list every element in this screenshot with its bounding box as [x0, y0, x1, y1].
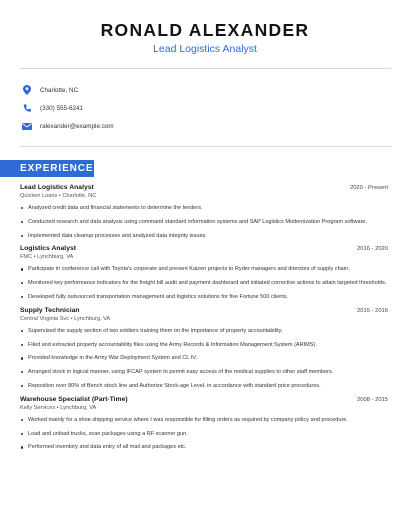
job-bullet: Arranged stock in logical manner, using IFCAP system to permit easy access of the medical supplies to other staff members. — [20, 368, 388, 376]
contact-location-text: Charlotte, NC — [40, 86, 79, 94]
job-entry — [20, 307, 388, 390]
job-bullet: Filed and extracted property accountability files using the Army Records & Information Management System (ARIMS). — [20, 341, 388, 349]
candidate-title: Lead Logistics Analyst — [153, 43, 257, 55]
job-entry — [20, 184, 388, 240]
experience-section-title: EXPERIENCE — [0, 160, 94, 177]
contact-location — [22, 81, 410, 99]
job-bullet: Participate in conference call with Toyota's corporate and present Kaizen projects to Ryder managers and directors of supply chain. — [20, 265, 388, 273]
job-bullets — [20, 204, 388, 240]
job-bullet: Reposition over 80% of Bench stock line and Authorize Stock-age Level, in accordance with standard price procedures. — [20, 382, 388, 390]
email-icon — [22, 121, 32, 131]
location-pin-icon — [22, 85, 32, 95]
job-bullet: Worked mainly for a shoe shipping service where I was responsible for filling orders as required by company policy and procedure. — [20, 416, 388, 424]
job-entry — [20, 245, 388, 301]
job-bullet: Performed inventory and data entry of all mail and packages etc. — [20, 443, 388, 451]
contact-divider — [19, 146, 391, 147]
job-title: Supply Technician — [20, 306, 80, 314]
job-company: Kelly Services • Lynchburg, VA — [20, 404, 97, 411]
resume-header — [0, 0, 410, 56]
job-bullet: Conducted research and data analysis using command standard information systems and SAP Logistics Modernization Program software. — [20, 218, 388, 226]
job-company: Quicken Loans • Charlotte, NC — [20, 193, 97, 199]
job-bullets — [20, 416, 388, 452]
job-title: Logistics Analyst — [20, 245, 77, 253]
job-dates: 2020 - Present — [349, 185, 388, 191]
job-bullets — [20, 265, 388, 301]
contact-email — [22, 117, 410, 135]
job-title: Warehouse Specialist (Part-Time) — [20, 395, 128, 403]
job-bullet: Provided knowledge in the Army War Deployment System and CL IV. — [20, 354, 388, 362]
job-company: FMC • Lynchburg, VA — [20, 254, 74, 261]
job-bullet: Load and unload trucks, scan packages using a RF scanner gun. — [20, 430, 388, 438]
contact-info — [0, 69, 410, 146]
job-bullet: Supervised the supply section of two soldiers training them on the importance of property accountability. — [20, 327, 388, 335]
phone-icon — [22, 103, 32, 113]
job-entry — [20, 396, 388, 452]
job-dates: 2015 - 2016 — [357, 307, 388, 314]
job-bullet: Developed fully outsourced transportation management and logistics solutions for five Fortune 500 clients. — [20, 293, 388, 301]
job-company: Central Virginia Svc • Lynchburg, VA — [20, 315, 111, 322]
job-bullet: Monitored key performance indicators for the freight bill audit and payment dashboard and initiated corrective actions to attain targeted thresholds. — [20, 279, 388, 287]
job-bullets — [20, 327, 388, 390]
job-title: Lead Logistics Analyst — [20, 184, 94, 191]
contact-email-text: ralexander@example.com — [40, 122, 114, 130]
job-bullet: Implemented data cleanup processes and analyzed data integrity issues. — [20, 232, 388, 240]
experience-list — [0, 177, 410, 452]
job-dates: 2016 - 2020 — [357, 246, 388, 253]
job-bullet: Analyzed credit data and financial statements to determine the lenders. — [20, 204, 388, 212]
contact-phone-text: (330) 555-6241 — [40, 104, 84, 112]
candidate-name: RONALD ALEXANDER — [100, 20, 310, 40]
contact-phone — [22, 99, 410, 117]
job-dates: 2008 - 2015 — [357, 396, 388, 403]
